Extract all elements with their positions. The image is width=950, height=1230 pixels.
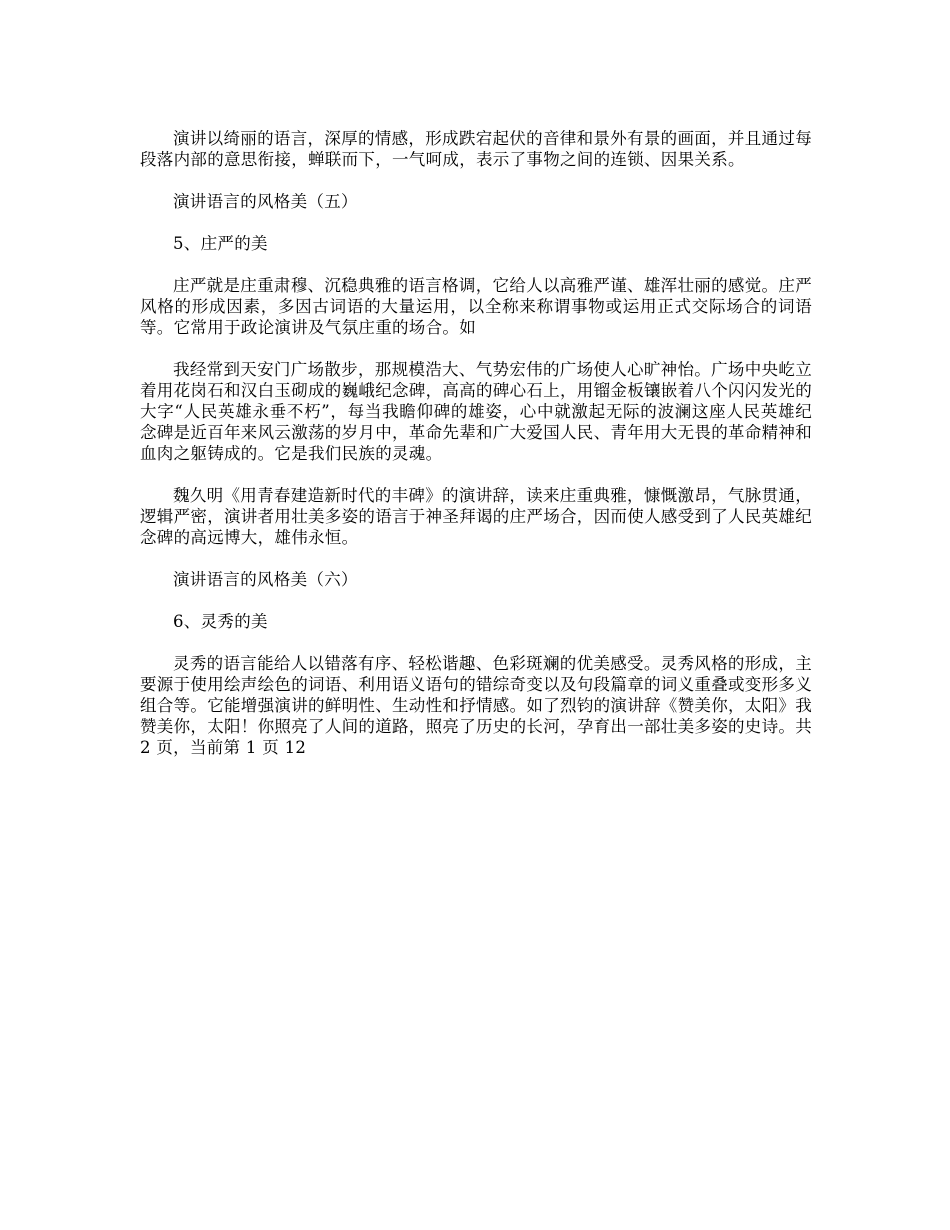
paragraph-intro: 演讲以绮丽的语言，深厚的情感，形成跌宕起伏的音律和景外有景的画面，并且通过每段落内部的意思衔接，蝉联而下，一气呵成，表示了事物之间的连锁、因果关系。: [140, 129, 812, 169]
paragraph-quote-tiananmen: 我经常到天安门广场散步，那规模浩大、气势宏伟的广场使人心旷神怡。广场中央屹立着用花岗石和汉白玉砌成的巍峨纪念碑，高高的碑心石上，用镏金板镶嵌着八个闪闪发光的大字“人民英雄永垂不朽”，每当我瞻仰碑的雄姿，心中就激起无际的波澜这座人民英雄纪念碑是近百年来风云激荡的岁月中，革命先辈和广大爱国人民、青年用大无畏的革命精神和血肉之躯铸成的。它是我们民族的灵魂。: [140, 360, 812, 463]
paragraph-wei-jiuming: 魏久明《用青春建造新时代的丰碑》的演讲辞，读来庄重典雅，慷慨激昂，气脉贯通，逻辑严密，演讲者用壮美多姿的语言于神圣拜谒的庄严场合，因而使人感受到了人民英雄纪念碑的高远博大，雄伟永恒。: [140, 486, 812, 547]
subheading-solemn: 5、庄严的美: [173, 234, 268, 253]
section-heading-6: 演讲语言的风格美（六）: [173, 570, 358, 589]
document-page: [140, 128, 812, 779]
subheading-graceful: 6、灵秀的美: [173, 612, 268, 631]
paragraph-solemn-definition: 庄严就是庄重肃穆、沉稳典雅的语言格调，它给人以高雅严谨、雄浑壮丽的感觉。庄严风格的形成因素，多因古词语的大量运用，以全称来称谓事物或运用正式交际场合的词语等。它常用于政论演讲及气氛庄重的场合。如: [140, 276, 812, 337]
section-heading-5: 演讲语言的风格美（五）: [173, 192, 358, 211]
paragraph-graceful-definition: 灵秀的语言能给人以错落有序、轻松谐趣、色彩斑斓的优美感受。灵秀风格的形成，主要源于使用绘声绘色的词语、利用语义语句的错综奇变以及句段篇章的词义重叠或变形多义组合等。它能增强演讲的鲜明性、生动性和抒情感。如了烈钧的演讲辞《赞美你，太阳》我赞美你，太阳！你照亮了人间的道路，照亮了历史的长河，孕育出一部壮美多姿的史诗。共 2 页，当前第 1 页 12: [140, 654, 812, 757]
